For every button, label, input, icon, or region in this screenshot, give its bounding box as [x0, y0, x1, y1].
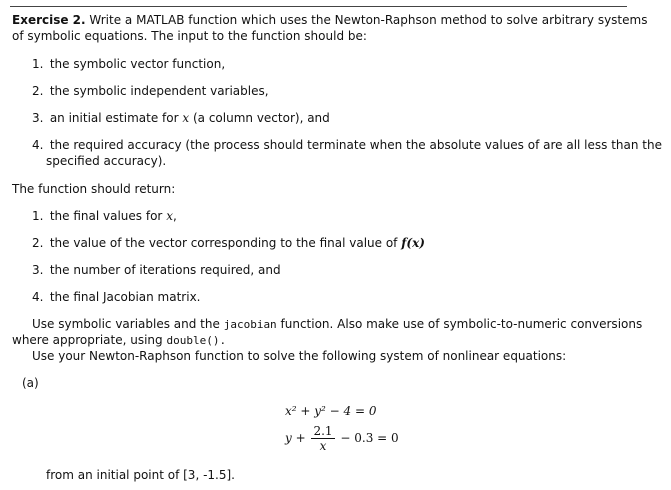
- fraction-denominator: x: [319, 439, 327, 453]
- paragraph-text: Use symbolic variables and the: [32, 317, 220, 331]
- list-number: 4.: [32, 290, 44, 304]
- list-number: 4.: [32, 138, 44, 152]
- input-item-1: [32, 56, 225, 72]
- list-text: (a column vector), and: [192, 111, 330, 125]
- output-item-4: [32, 289, 201, 305]
- list-number: 3.: [32, 111, 44, 125]
- code-jacobian: jacobian: [223, 318, 277, 331]
- input-item-3: [32, 110, 330, 126]
- input-item-2: [32, 83, 269, 99]
- math-func-f: f(x): [401, 236, 425, 250]
- paragraph-text: function. Also make use of symbolic-to-numeric conversions: [280, 317, 643, 331]
- paragraph-text: where appropriate, using: [12, 333, 163, 347]
- exercise-label: Exercise 2.: [12, 13, 86, 27]
- paragraph-symbolic-line2: [12, 332, 226, 349]
- list-text: an initial estimate for: [49, 111, 179, 125]
- exercise-intro-line2: of symbolic equations. The input to the function should be:: [12, 29, 367, 43]
- paragraph-symbolic-line1: [32, 316, 642, 333]
- list-number: 1.: [32, 57, 44, 71]
- list-text: the number of iterations required, and: [49, 263, 281, 277]
- equation-text: y +: [285, 431, 306, 445]
- output-item-1: [32, 208, 177, 224]
- list-number: 3.: [32, 263, 44, 277]
- output-item-3: [32, 262, 281, 278]
- list-number: 2.: [32, 84, 44, 98]
- list-number: 2.: [32, 236, 44, 250]
- top-rule: [10, 6, 627, 7]
- list-text: the final values for: [49, 209, 163, 223]
- exercise-intro-line1: [12, 12, 647, 28]
- equation-text: − 0.3 = 0: [340, 431, 399, 445]
- input-item-4-cont: specified accuracy).: [46, 154, 167, 168]
- exercise-intro-text: Write a MATLAB function which uses the Newton-Raphson method to solve arbitrary systems: [89, 13, 648, 27]
- list-text: the required accuracy (the process should terminate when the absolute values of are all less than the: [49, 138, 662, 152]
- output-item-2: [32, 235, 425, 251]
- paragraph-solve: Use your Newton-Raphson function to solve the following system of nonlinear equations:: [32, 349, 567, 363]
- list-text: the final Jacobian matrix.: [49, 290, 201, 304]
- equation-2: [285, 424, 399, 453]
- list-text: the symbolic vector function,: [49, 57, 226, 71]
- input-item-4: [32, 137, 662, 153]
- math-var-x: x: [166, 209, 173, 223]
- list-text: the symbolic independent variables,: [49, 84, 269, 98]
- math-var-x: x: [182, 111, 190, 125]
- equation-1: [285, 404, 377, 418]
- equation-text: x² + y² − 4 = 0: [285, 404, 377, 418]
- part-label: (a): [22, 376, 39, 390]
- list-text: the value of the vector corresponding to the final value of: [49, 236, 398, 250]
- code-double: double().: [166, 334, 227, 347]
- list-number: 1.: [32, 209, 44, 223]
- list-text: ,: [172, 209, 177, 223]
- initial-point-text: from an initial point of [3, -1.5].: [46, 468, 235, 482]
- return-heading: The function should return:: [12, 182, 176, 196]
- fraction-numerator: 2.1: [313, 424, 333, 438]
- fraction: [311, 424, 334, 453]
